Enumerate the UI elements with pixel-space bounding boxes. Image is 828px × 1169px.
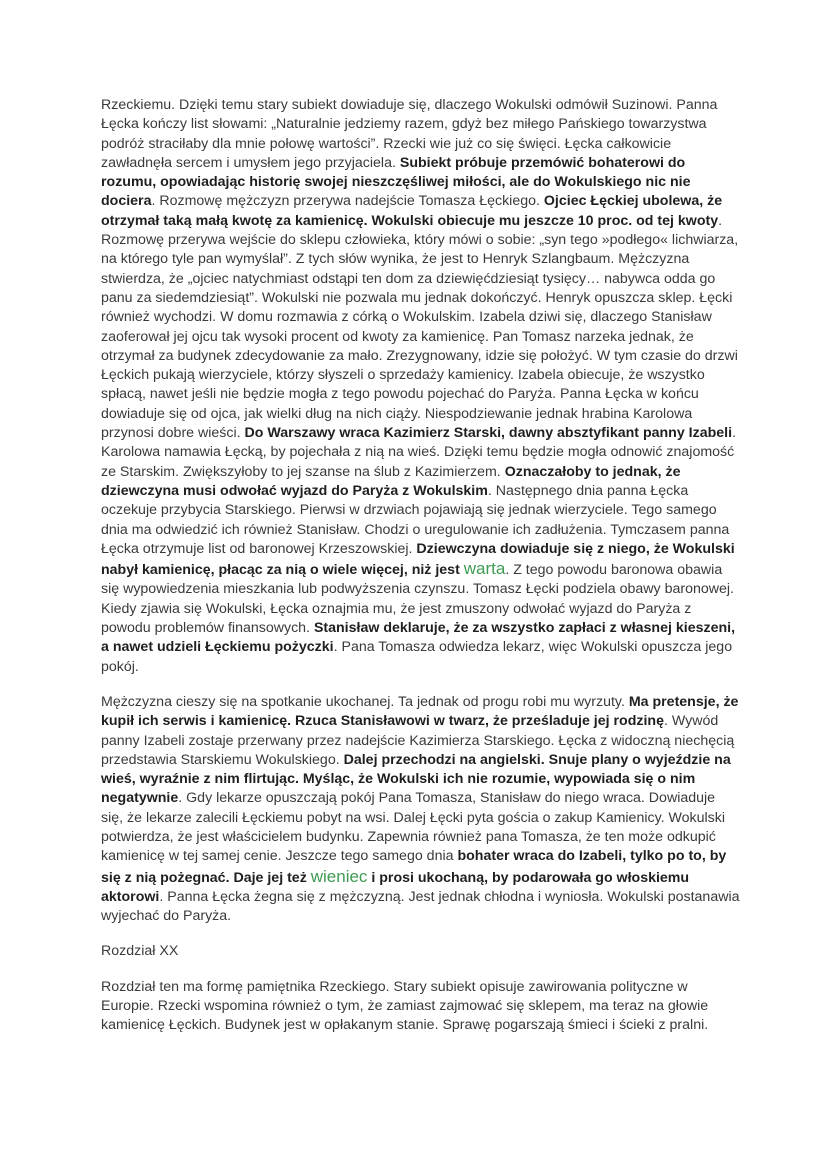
paragraph-3: Rozdział ten ma formę pamiętnika Rzeckiego. Stary subiekt opisuje zawirowania polityczne w Europie. Rzecki wspomina również o tym, że zamiast zajmować się sklepem, ma teraz na głowie kamienicę Łęckich. Budynek jest w opłakanym stanie. Sprawę pogarszają śmieci i ścieki z pralni. — [101, 978, 709, 1034]
text-link[interactable]: wieniec — [310, 866, 368, 886]
bold-text: Subiekt próbuje przemówić bohaterowi do rozumu, opowiadając historię swojej nieszczęśliwej miłości, ale do Wokulskiego nic nie dociera — [101, 154, 691, 210]
bold-text: Stanisław deklaruje, że za wszystko zapłaci z własnej kieszeni, a nawet udzieli Łęckiemu pożyczki — [101, 620, 736, 656]
document-page — [101, 96, 741, 1052]
paragraph-2 — [101, 693, 741, 927]
text-link[interactable]: warta — [463, 559, 506, 579]
text-run: . Gdy lekarze opuszczają pokój Pana Tomasza, Stanisław do niego wraca. Dowiaduje się, że lekarze zalecili Łęckiemu pobyt na wsi. Dalej Łęcki pyta gościa o zakup Kamienicy. Wokulski potwierdza, że jest właścicielem budynku. Zapewnia również pana Tomasza, że ten może odkupić kamienicę w tej samej cenie. Jeszcze tego samego dnia — [101, 790, 725, 865]
text-run: . Panna Łęcka żegna się z mężczyzną. Jest jednak chłodna i wyniosła. Wokulski postanawia wyjechać do Paryża. — [101, 888, 740, 925]
text-run: Mężczyzna cieszy się na spotkanie ukochanej. Ta jednak od progu robi mu wyrzuty. — [101, 693, 629, 710]
text-run: . Rozmowę mężczyzn przerywa nadejście Tomasza Łęckiego. — [151, 193, 544, 210]
bold-text: i prosi ukochaną, by podarowała go włoskiemu aktorowi — [101, 869, 690, 905]
text-run: Rzeckiemu. Dzięki temu stary subiekt dowiaduje się, dlaczego Wokulski odmówił Suzinowi. Panna Łęcka kończy list słowami: „Naturalnie jedziemy razem, gdyż bez miłego Pańskiego towarzystwa podróż straciłaby dla mnie połowę wartości”. Rzecki wie już co się święci. Łęcka całkowicie zawładnęła sercem i umysłem jego przyjaciela. — [101, 97, 718, 171]
text-run: . Pana Tomasza odwiedza lekarz, więc Wokulski opuszcza jego pokój. — [101, 639, 733, 675]
text-run: . Następnego dnia panna Łęcka oczekuje przybycia Starskiego. Pierwsi w drzwiach pojawiają się jednak wierzyciele. Tego samego dnia ma odwiedzić ich również Stanisław. Chodzi o uregulowanie ich zadłużenia. Tymczasem panna Łęcka otrzymuje list od baronowej Krzeszowskiej. — [101, 482, 730, 557]
bold-text: Oznaczałoby to jednak, że dziewczyna musi odwołać wyjazd do Paryża z Wokulskim — [101, 463, 681, 499]
bold-text: Do Warszawy wraca Kazimierz Starski, dawny absztyfikant panny Izabeli — [244, 425, 733, 442]
paragraph-1 — [101, 96, 741, 677]
text-run: . Z tego powodu baronowa obawia się wypowiedzenia mieszkania lub podwyższenia czynszu. Tomasz Łęcki podziela obawy baronowej. Kiedy zjawia się Wokulski, Łęcka oznajmia mu, że jest zmuszony odwołać wyjazd do Paryża z powodu problemów finansowych. — [101, 562, 734, 637]
bold-text: Dziewczyna dowiaduje się z niego, że Wokulski nabył kamienicę, płacąc za nią o wiele więcej, niż jest — [101, 540, 735, 579]
bold-text: Dalej przechodzi na angielski. Snuje plany o wyjeździe na wieś, wyraźnie z nim flirtując. Myśląc, że Wokulski ich nie rozumie, wypowiada się o nim negatywnie — [101, 751, 731, 807]
text-run: . Wywód panny Izabeli zostaje przerwany przez nadejście Kazimierza Starskiego. Łęcka z widoczną niechęcią przedstawia Starskiemu Wokulskiego. — [101, 713, 735, 768]
chapter-heading: Rozdział XX — [101, 943, 179, 960]
text-run: . Karolowa namawia Łęcką, by pojechała z nią na wieś. Dzięki temu będzie mogła odnowić znajomość ze Starskim. Zwiększyłoby to jej szanse na ślub z Kazimierzem. — [101, 425, 737, 480]
bold-text: Ojciec Łęckiej ubolewa, że otrzymał taką małą kwotę za kamienicę. Wokulski obiecuje mu jeszcze 10 proc. od tej kwoty — [101, 193, 723, 229]
bold-text: Ma pretensje, że kupił ich serwis i kamienicę. Rzuca Stanisławowi w twarz, że prześladuje jej rodzinę — [101, 693, 739, 730]
text-run: . Rozmowę przerywa wejście do sklepu człowieka, który mówi o sobie: „syn tego »podłego« lichwiarza, na którego tyle pan wymyślał”. Z tych słów wynika, że jest to Henryk Szlangbaum. Mężczyzna stwierdza, że „ojciec natychmiast odstąpi ten dom za dziewięćdziesiąt tysięcy… nabywca odda go panu za siedemdziesiąt”. Wokulski nie pozwala mu jednak dokończyć. Henryk opuszcza sklep. Łęcki również wychodzi. W domu rozmawia z córką o Wokulskim. Izabela dziwi się, dlaczego Stanisław zaoferował jej ojcu tak wysoki procent od kwoty za kamienicę. Pan Tomasz narzeka jednak, że otrzymał za budynek zdecydowanie za mało. Zrezygnowany, idzie się położyć. W tym czasie do drzwi Łęckich pukają wierzyciele, którzy słyszeli o sprzedaży kamienicy. Izabela obiecuje, że wszystko spłacą, nawet jeśli nie będzie mogła z tego powodu pojechać do Paryża. Panna Łęcka w końcu dowiaduje się od ojca, jak wielki dług na nich ciąży. Niespodziewanie jednak hrabina Karolowa przynosi dobre wieści. — [101, 212, 739, 442]
bold-text: bohater wraca do Izabeli, tylko po to, by się z nią pożegnać. Daje jej też — [101, 848, 727, 886]
